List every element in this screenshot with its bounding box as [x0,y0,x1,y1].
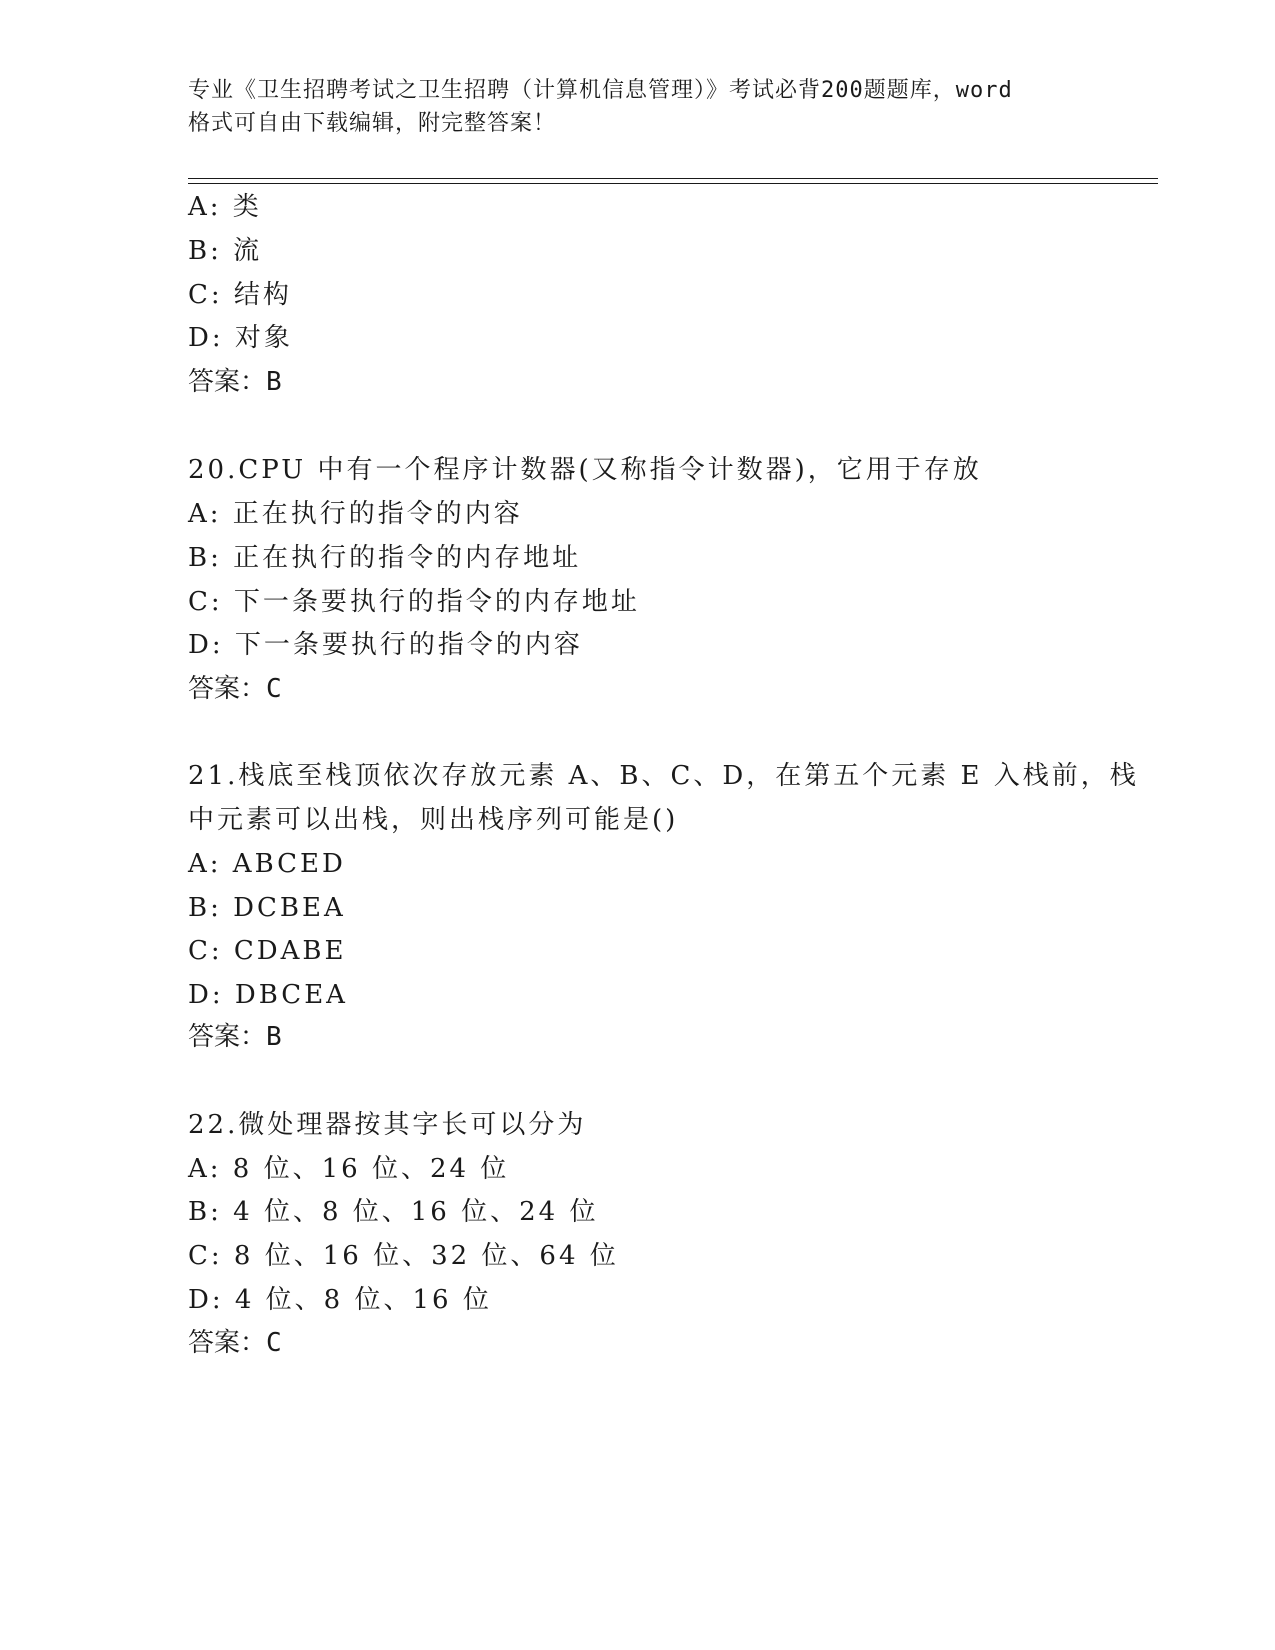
q20-option-c: C: 下一条要执行的指令的内存地址 [188,587,640,617]
header-rule-bottom [188,183,1158,184]
q19-option-b: B: 流 [188,236,263,266]
q19-option-c: C: 结构 [188,280,292,310]
q19-option-d: D: 对象 [188,323,293,353]
header-line-1: 专业《卫生招聘考试之卫生招聘（计算机信息管理）》考试必背200题题库，word [188,78,1013,103]
header-rule-top [188,178,1158,179]
q21-option-b: B: DCBEA [188,893,346,923]
q21-option-a: A: ABCED [188,849,346,879]
q21-option-c: C: CDABE [188,936,347,966]
q21-answer: 答案：B [188,1022,282,1052]
q20-option-a: A: 正在执行的指令的内容 [188,499,523,529]
header-line-2: 格式可自由下载编辑，附完整答案！ [188,111,557,136]
q20-option-b: B: 正在执行的指令的内存地址 [188,543,582,573]
q19-option-a: A: 类 [188,192,262,222]
q21-stem-line-1: 21.栈底至栈顶依次存放元素 A、B、C、D，在第五个元素 E 入栈前，栈 [188,761,1139,791]
q21-stem-line-2: 中元素可以出栈，则出栈序列可能是() [188,805,679,835]
document-header [188,74,1088,140]
q20-option-d: D: 下一条要执行的指令的内容 [188,630,583,660]
q21-option-d: D: DBCEA [188,980,348,1010]
q22-option-d: D: 4 位、8 位、16 位 [188,1285,492,1315]
q22-answer: 答案：C [188,1328,282,1358]
q20-stem: 20.CPU 中有一个程序计数器(又称指令计数器)，它用于存放 [188,455,982,485]
q22-option-a: A: 8 位、16 位、24 位 [188,1154,510,1184]
q22-option-c: C: 8 位、16 位、32 位、64 位 [188,1241,619,1271]
q20-answer: 答案：C [188,674,282,704]
q19-answer: 答案：B [188,367,282,397]
q22-stem: 22.微处理器按其字长可以分为 [188,1110,587,1140]
q22-option-b: B: 4 位、8 位、16 位、24 位 [188,1197,599,1227]
